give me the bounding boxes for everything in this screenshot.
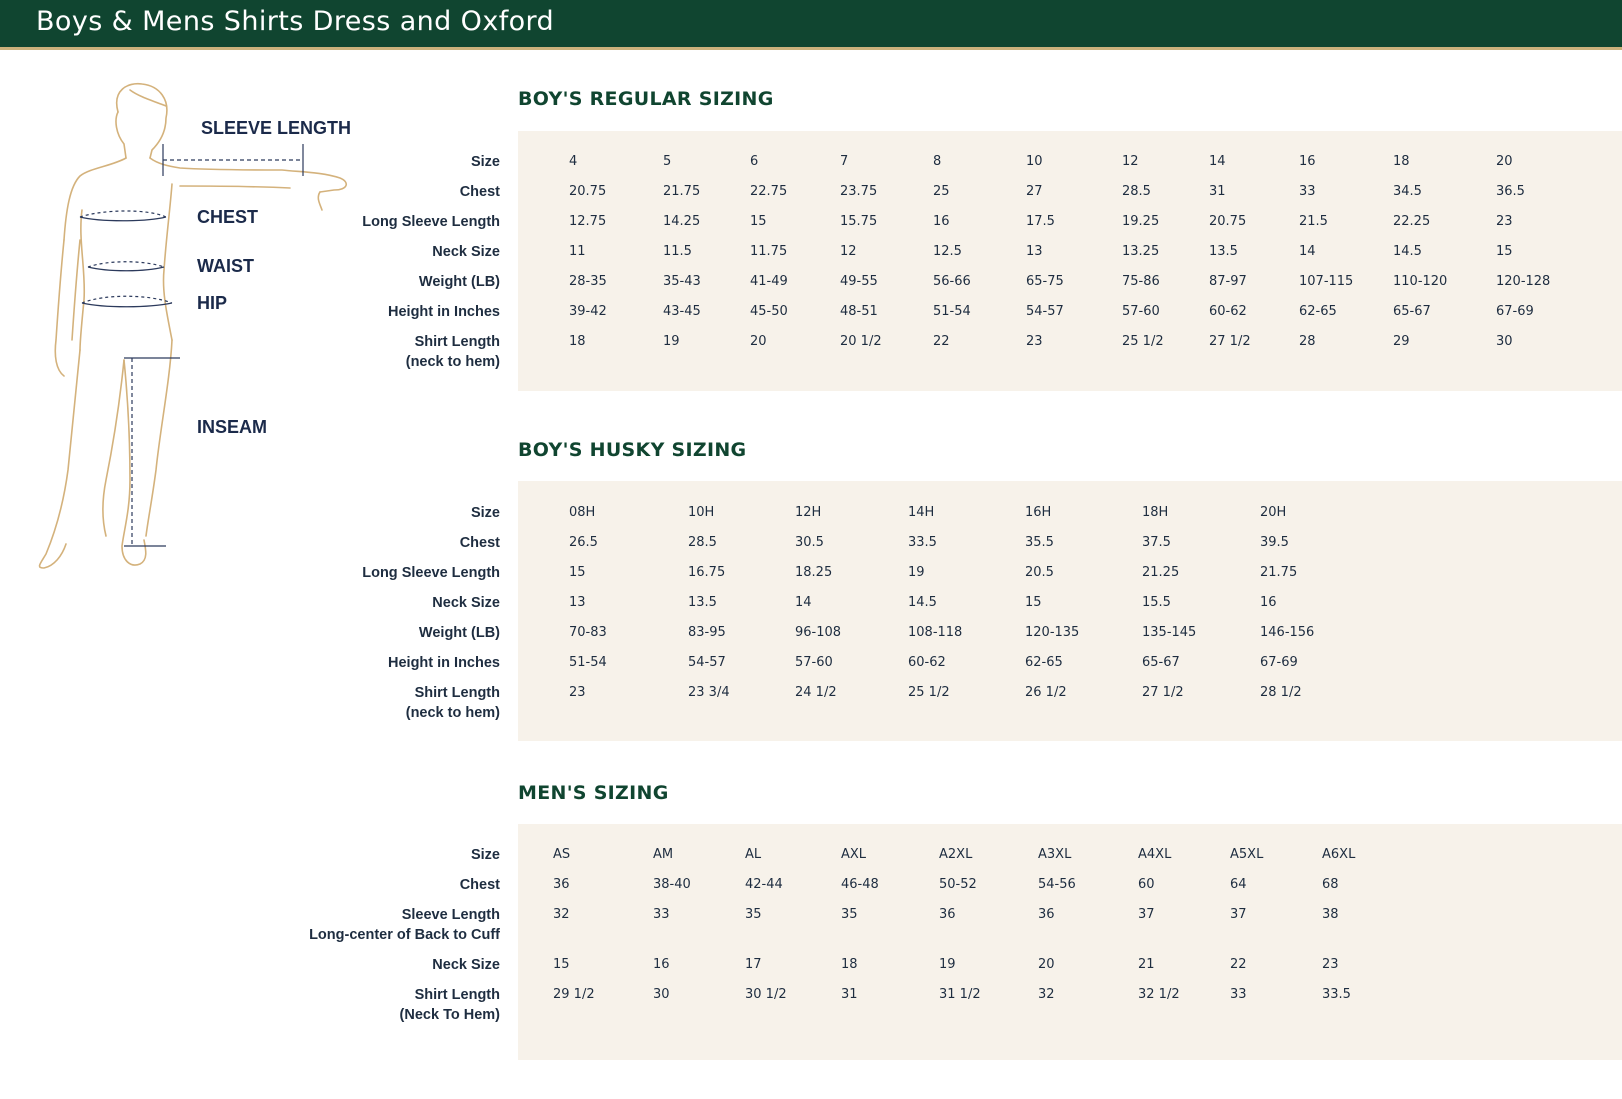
mens-cell: 38 bbox=[1322, 907, 1339, 922]
husky-row bbox=[0, 563, 1622, 593]
regular-cell: 15.75 bbox=[840, 214, 878, 229]
row-label-text: Size bbox=[470, 154, 500, 170]
mens-cell: AL bbox=[745, 847, 762, 862]
husky-cell: 62-65 bbox=[1025, 655, 1063, 670]
row-label-text: Neck Size bbox=[432, 957, 500, 973]
regular-cell: 18 bbox=[569, 334, 586, 349]
husky-cell: 14.5 bbox=[908, 595, 937, 610]
regular-cell: 54-57 bbox=[1026, 304, 1064, 319]
husky-cell: 16.75 bbox=[688, 565, 726, 580]
regular-row-label bbox=[432, 242, 500, 262]
regular-cell: 48-51 bbox=[840, 304, 878, 319]
husky-cell: 135-145 bbox=[1142, 625, 1197, 640]
regular-cell: 60-62 bbox=[1209, 304, 1247, 319]
regular-cell: 13.5 bbox=[1209, 244, 1238, 259]
regular-cell: 20 bbox=[750, 334, 767, 349]
regular-cell: 23 bbox=[1026, 334, 1043, 349]
husky-row-label bbox=[388, 653, 500, 673]
regular-cell: 65-67 bbox=[1393, 304, 1431, 319]
regular-cell: 28 bbox=[1299, 334, 1316, 349]
husky-cell: 20H bbox=[1260, 505, 1287, 520]
regular-cell: 87-97 bbox=[1209, 274, 1247, 289]
regular-cell: 22.75 bbox=[750, 184, 788, 199]
regular-row bbox=[0, 152, 1622, 182]
mens-row-label bbox=[309, 905, 500, 945]
mens-cell: A5XL bbox=[1230, 847, 1264, 862]
row-label-text: Neck Size bbox=[432, 595, 500, 611]
mens-row bbox=[0, 845, 1622, 875]
husky-cell: 26 1/2 bbox=[1025, 685, 1067, 700]
regular-cell: 49-55 bbox=[840, 274, 878, 289]
mens-cell: 42-44 bbox=[745, 877, 783, 892]
regular-cell: 8 bbox=[933, 154, 942, 169]
regular-cell: 23.75 bbox=[840, 184, 878, 199]
page-title: Boys & Mens Shirts Dress and Oxford bbox=[36, 6, 555, 37]
husky-cell: 39.5 bbox=[1260, 535, 1289, 550]
regular-cell: 14 bbox=[1209, 154, 1226, 169]
husky-cell: 54-57 bbox=[688, 655, 726, 670]
regular-row bbox=[0, 242, 1622, 272]
regular-cell: 18 bbox=[1393, 154, 1410, 169]
husky-cell: 96-108 bbox=[795, 625, 842, 640]
husky-row bbox=[0, 593, 1622, 623]
regular-row-label bbox=[362, 212, 500, 232]
regular-cell: 28-35 bbox=[569, 274, 607, 289]
mens-cell: 22 bbox=[1230, 957, 1247, 972]
regular-cell: 67-69 bbox=[1496, 304, 1534, 319]
regular-row-label bbox=[419, 272, 500, 292]
regular-cell: 7 bbox=[840, 154, 849, 169]
regular-cell: 20 1/2 bbox=[840, 334, 882, 349]
mens-cell: 31 bbox=[841, 987, 858, 1002]
husky-cell: 83-95 bbox=[688, 625, 726, 640]
regular-cell: 33 bbox=[1299, 184, 1316, 199]
husky-cell: 37.5 bbox=[1142, 535, 1171, 550]
mens-cell: 32 bbox=[553, 907, 570, 922]
regular-cell: 14 bbox=[1299, 244, 1316, 259]
husky-cell: 146-156 bbox=[1260, 625, 1315, 640]
regular-cell: 27 1/2 bbox=[1209, 334, 1251, 349]
row-label-text: Weight (LB) bbox=[418, 625, 500, 641]
husky-cell: 67-69 bbox=[1260, 655, 1298, 670]
regular-sizing-title: BOY'S REGULAR SIZING bbox=[518, 88, 774, 110]
regular-cell: 12.75 bbox=[569, 214, 607, 229]
husky-cell: 108-118 bbox=[908, 625, 963, 640]
regular-cell: 45-50 bbox=[750, 304, 788, 319]
mens-cell: 37 bbox=[1230, 907, 1247, 922]
mens-cell: 36 bbox=[939, 907, 956, 922]
regular-cell: 13 bbox=[1026, 244, 1043, 259]
mens-cell: 15 bbox=[553, 957, 570, 972]
mens-cell: 33.5 bbox=[1322, 987, 1351, 1002]
mens-cell: 30 bbox=[653, 987, 670, 1002]
husky-cell: 33.5 bbox=[908, 535, 937, 550]
husky-cell: 65-67 bbox=[1142, 655, 1180, 670]
husky-cell: 15 bbox=[1025, 595, 1042, 610]
regular-cell: 21.5 bbox=[1299, 214, 1328, 229]
regular-cell: 65-75 bbox=[1026, 274, 1064, 289]
regular-cell: 21.75 bbox=[663, 184, 701, 199]
row-label-text: Size bbox=[470, 505, 500, 521]
mens-cell: 38-40 bbox=[653, 877, 691, 892]
row-label-subtext: Long-center of Back to Cuff bbox=[309, 927, 500, 943]
regular-row-label bbox=[406, 332, 500, 372]
regular-cell: 15 bbox=[750, 214, 767, 229]
mens-cell: 17 bbox=[745, 957, 762, 972]
regular-cell: 30 bbox=[1496, 334, 1513, 349]
regular-cell: 19 bbox=[663, 334, 680, 349]
husky-row-label bbox=[362, 563, 500, 583]
husky-cell: 14H bbox=[908, 505, 935, 520]
husky-cell: 35.5 bbox=[1025, 535, 1054, 550]
husky-cell: 23 bbox=[569, 685, 586, 700]
husky-cell: 15.5 bbox=[1142, 595, 1171, 610]
mens-row bbox=[0, 905, 1622, 943]
hip-label: HIP bbox=[197, 293, 228, 313]
mens-cell: 46-48 bbox=[841, 877, 879, 892]
husky-cell: 27 1/2 bbox=[1142, 685, 1184, 700]
regular-row bbox=[0, 332, 1622, 370]
row-label-subtext: (neck to hem) bbox=[405, 705, 500, 721]
regular-cell: 20.75 bbox=[1209, 214, 1247, 229]
husky-cell: 21.75 bbox=[1260, 565, 1298, 580]
regular-cell: 11.75 bbox=[750, 244, 788, 259]
husky-cell: 60-62 bbox=[908, 655, 946, 670]
mens-row-label bbox=[400, 985, 500, 1025]
regular-cell: 20.75 bbox=[569, 184, 607, 199]
regular-row-label bbox=[460, 182, 500, 202]
row-label-subtext: (neck to hem) bbox=[405, 354, 500, 370]
regular-cell: 22 bbox=[933, 334, 950, 349]
husky-cell: 14 bbox=[795, 595, 812, 610]
row-label-text: Height in Inches bbox=[388, 304, 500, 320]
row-label-text: Chest bbox=[459, 877, 500, 893]
husky-row-label bbox=[406, 683, 500, 723]
mens-cell: A4XL bbox=[1138, 847, 1172, 862]
chest-label: CHEST bbox=[197, 207, 259, 227]
regular-cell: 12 bbox=[840, 244, 857, 259]
husky-row-label bbox=[419, 623, 500, 643]
mens-cell: 54-56 bbox=[1038, 877, 1076, 892]
row-label-text: Size bbox=[470, 847, 500, 863]
husky-cell: 57-60 bbox=[795, 655, 833, 670]
mens-cell: AS bbox=[553, 847, 571, 862]
mens-cell: 35 bbox=[841, 907, 858, 922]
regular-cell: 22.25 bbox=[1393, 214, 1431, 229]
husky-row bbox=[0, 503, 1622, 533]
husky-row bbox=[0, 623, 1622, 653]
regular-cell: 75-86 bbox=[1122, 274, 1160, 289]
mens-row bbox=[0, 875, 1622, 905]
regular-cell: 29 bbox=[1393, 334, 1410, 349]
mens-cell: 19 bbox=[939, 957, 956, 972]
regular-cell: 31 bbox=[1209, 184, 1226, 199]
mens-cell: 64 bbox=[1230, 877, 1247, 892]
mens-cell: 31 1/2 bbox=[939, 987, 981, 1002]
regular-cell: 11 bbox=[569, 244, 586, 259]
regular-row bbox=[0, 302, 1622, 332]
mens-row-label bbox=[471, 845, 500, 865]
regular-row bbox=[0, 182, 1622, 212]
mens-cell: 68 bbox=[1322, 877, 1339, 892]
regular-cell: 57-60 bbox=[1122, 304, 1160, 319]
husky-cell: 20.5 bbox=[1025, 565, 1054, 580]
mens-cell: 21 bbox=[1138, 957, 1155, 972]
row-label-text: Long Sleeve Length bbox=[362, 214, 500, 230]
husky-row-label bbox=[432, 593, 500, 613]
regular-cell: 14.5 bbox=[1393, 244, 1422, 259]
regular-cell: 28.5 bbox=[1122, 184, 1151, 199]
regular-cell: 25 1/2 bbox=[1122, 334, 1164, 349]
regular-cell: 16 bbox=[1299, 154, 1316, 169]
husky-sizing-title: BOY'S HUSKY SIZING bbox=[518, 439, 747, 461]
mens-row-label bbox=[432, 955, 500, 975]
mens-cell: 60 bbox=[1138, 877, 1155, 892]
mens-cell: 50-52 bbox=[939, 877, 977, 892]
regular-cell: 23 bbox=[1496, 214, 1513, 229]
regular-cell: 4 bbox=[569, 154, 578, 169]
regular-cell: 14.25 bbox=[663, 214, 701, 229]
row-label-subtext: (Neck To Hem) bbox=[399, 1007, 500, 1023]
husky-cell: 21.25 bbox=[1142, 565, 1180, 580]
mens-cell: 33 bbox=[1230, 987, 1247, 1002]
husky-cell: 26.5 bbox=[569, 535, 598, 550]
sleeve-length-label: SLEEVE LENGTH bbox=[201, 118, 352, 138]
mens-cell: 23 bbox=[1322, 957, 1339, 972]
waist-label: WAIST bbox=[197, 256, 254, 276]
mens-cell: 35 bbox=[745, 907, 762, 922]
husky-row bbox=[0, 533, 1622, 563]
regular-cell: 16 bbox=[933, 214, 950, 229]
husky-cell: 30.5 bbox=[795, 535, 824, 550]
mens-cell: 29 1/2 bbox=[553, 987, 595, 1002]
regular-cell: 43-45 bbox=[663, 304, 701, 319]
regular-cell: 56-66 bbox=[933, 274, 971, 289]
husky-cell: 120-135 bbox=[1025, 625, 1080, 640]
regular-cell: 11.5 bbox=[663, 244, 692, 259]
regular-cell: 34.5 bbox=[1393, 184, 1422, 199]
row-label-text: Chest bbox=[459, 184, 500, 200]
husky-row bbox=[0, 683, 1622, 721]
row-label-text: Long Sleeve Length bbox=[362, 565, 500, 581]
husky-cell: 16 bbox=[1260, 595, 1277, 610]
regular-cell: 41-49 bbox=[750, 274, 788, 289]
regular-cell: 120-128 bbox=[1496, 274, 1551, 289]
mens-cell: 36 bbox=[553, 877, 570, 892]
husky-row bbox=[0, 653, 1622, 683]
regular-row bbox=[0, 212, 1622, 242]
regular-cell: 6 bbox=[750, 154, 759, 169]
row-label-text: Sleeve Length bbox=[401, 907, 500, 923]
mens-cell: 30 1/2 bbox=[745, 987, 787, 1002]
mens-cell: 18 bbox=[841, 957, 858, 972]
husky-cell: 51-54 bbox=[569, 655, 607, 670]
mens-cell: 37 bbox=[1138, 907, 1155, 922]
husky-cell: 25 1/2 bbox=[908, 685, 950, 700]
husky-cell: 15 bbox=[569, 565, 586, 580]
husky-cell: 28 1/2 bbox=[1260, 685, 1302, 700]
regular-cell: 12 bbox=[1122, 154, 1139, 169]
mens-cell: A3XL bbox=[1038, 847, 1072, 862]
mens-cell: 32 bbox=[1038, 987, 1055, 1002]
mens-cell: A6XL bbox=[1322, 847, 1356, 862]
regular-cell: 51-54 bbox=[933, 304, 971, 319]
regular-cell: 10 bbox=[1026, 154, 1043, 169]
mens-cell: 36 bbox=[1038, 907, 1055, 922]
husky-cell: 18H bbox=[1142, 505, 1169, 520]
row-label-text: Shirt Length bbox=[414, 987, 500, 1003]
mens-cell: A2XL bbox=[939, 847, 973, 862]
regular-cell: 5 bbox=[663, 154, 672, 169]
husky-cell: 18.25 bbox=[795, 565, 833, 580]
inseam-label: INSEAM bbox=[197, 417, 268, 437]
row-label-text: Height in Inches bbox=[388, 655, 500, 671]
mens-cell: AXL bbox=[841, 847, 867, 862]
husky-row-label bbox=[471, 503, 500, 523]
row-label-text: Shirt Length bbox=[414, 334, 500, 350]
mens-cell: AM bbox=[653, 847, 674, 862]
husky-cell: 12H bbox=[795, 505, 822, 520]
row-label-text: Neck Size bbox=[432, 244, 500, 260]
mens-cell: 32 1/2 bbox=[1138, 987, 1180, 1002]
regular-cell: 25 bbox=[933, 184, 950, 199]
regular-cell: 17.5 bbox=[1026, 214, 1055, 229]
husky-cell: 28.5 bbox=[688, 535, 717, 550]
husky-cell: 19 bbox=[908, 565, 925, 580]
regular-cell: 110-120 bbox=[1393, 274, 1448, 289]
regular-cell: 15 bbox=[1496, 244, 1513, 259]
mens-sizing-title: MEN'S SIZING bbox=[518, 782, 669, 804]
regular-cell: 35-43 bbox=[663, 274, 701, 289]
regular-cell: 39-42 bbox=[569, 304, 607, 319]
regular-cell: 12.5 bbox=[933, 244, 962, 259]
mens-row-label bbox=[460, 875, 500, 895]
row-label-text: Chest bbox=[459, 535, 500, 551]
regular-cell: 62-65 bbox=[1299, 304, 1337, 319]
regular-row-label bbox=[471, 152, 500, 172]
regular-cell: 36.5 bbox=[1496, 184, 1525, 199]
regular-cell: 19.25 bbox=[1122, 214, 1160, 229]
mens-row bbox=[0, 985, 1622, 1023]
husky-cell: 13 bbox=[569, 595, 586, 610]
regular-row-label bbox=[388, 302, 500, 322]
row-label-text: Shirt Length bbox=[414, 685, 500, 701]
regular-cell: 27 bbox=[1026, 184, 1043, 199]
regular-row bbox=[0, 272, 1622, 302]
regular-cell: 13.25 bbox=[1122, 244, 1160, 259]
husky-cell: 24 1/2 bbox=[795, 685, 837, 700]
mens-row bbox=[0, 955, 1622, 985]
header-bar bbox=[0, 0, 1622, 50]
regular-cell: 107-115 bbox=[1299, 274, 1354, 289]
husky-cell: 13.5 bbox=[688, 595, 717, 610]
husky-cell: 10H bbox=[688, 505, 715, 520]
husky-cell: 23 3/4 bbox=[688, 685, 730, 700]
mens-cell: 20 bbox=[1038, 957, 1055, 972]
husky-cell: 08H bbox=[569, 505, 596, 520]
regular-cell: 20 bbox=[1496, 154, 1513, 169]
mens-cell: 33 bbox=[653, 907, 670, 922]
husky-cell: 16H bbox=[1025, 505, 1052, 520]
row-label-text: Weight (LB) bbox=[418, 274, 500, 290]
husky-cell: 70-83 bbox=[569, 625, 607, 640]
mens-cell: 16 bbox=[653, 957, 670, 972]
husky-row-label bbox=[460, 533, 500, 553]
